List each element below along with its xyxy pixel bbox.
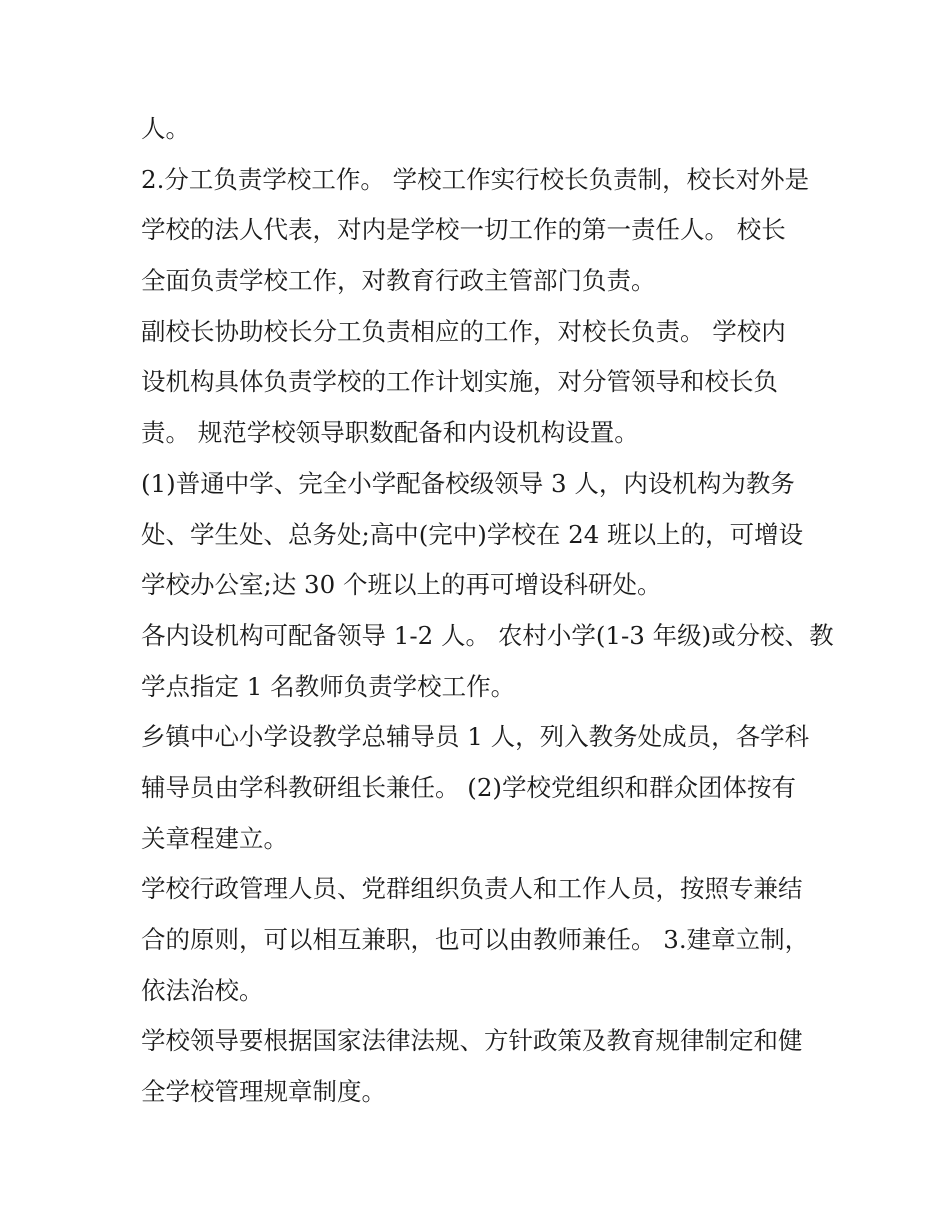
document-body [141,104,834,1118]
text-line: 人。 [141,114,190,143]
text-line: 2.分工负责学校工作。 学校工作实行校长负责制，校长对外是 [141,164,810,194]
text-line: 乡镇中心小学设教学总辅导员 1 人，列入教务处成员，各学科 [141,722,810,752]
text-line: (1)普通中学、完全小学配备校级领导 3 人，内设机构为教务 [141,468,795,498]
text-line: 各内设机构可配备领导 1-2 人。 农村小学(1-3 年级)或分校、教 [141,620,834,650]
text-line: 全学校管理规章制度。 [141,1077,386,1107]
text-line: 责。 规范学校领导职数配备和内设机构设置。 [141,418,639,448]
text-line: 学校领导要根据国家法律法规、方针政策及教育规律制定和健 [141,1026,803,1056]
text-line: 学校办公室;达 30 个班以上的再可增设科研处。 [141,570,662,600]
text-line: 处、学生处、总务处;高中(完中)学校在 24 班以上的，可增设 [141,519,804,549]
text-line: 关章程建立。 [141,823,288,853]
text-line: 依法治校。 [141,975,264,1005]
text-line: 学校行政管理人员、党群组织负责人和工作人员，按照专兼结 [141,874,803,904]
text-line: 设机构具体负责学校的工作计划实施，对分管领导和校长负 [141,367,778,397]
text-line: 学校的法人代表，对内是学校一切工作的第一责任人。 校长 [141,215,786,245]
text-line: 副校长协助校长分工负责相应的工作，对校长负责。 学校内 [141,316,786,346]
text-line: 学点指定 1 名教师负责学校工作。 [141,671,516,701]
text-line: 全面负责学校工作，对教育行政主管部门负责。 [141,266,656,296]
text-line: 合的原则，可以相互兼职，也可以由教师兼任。 3.建章立制， [141,925,810,954]
text-line: 辅导员由学科教研组长兼任。 (2)学校党组织和群众团体按有 [141,772,796,802]
